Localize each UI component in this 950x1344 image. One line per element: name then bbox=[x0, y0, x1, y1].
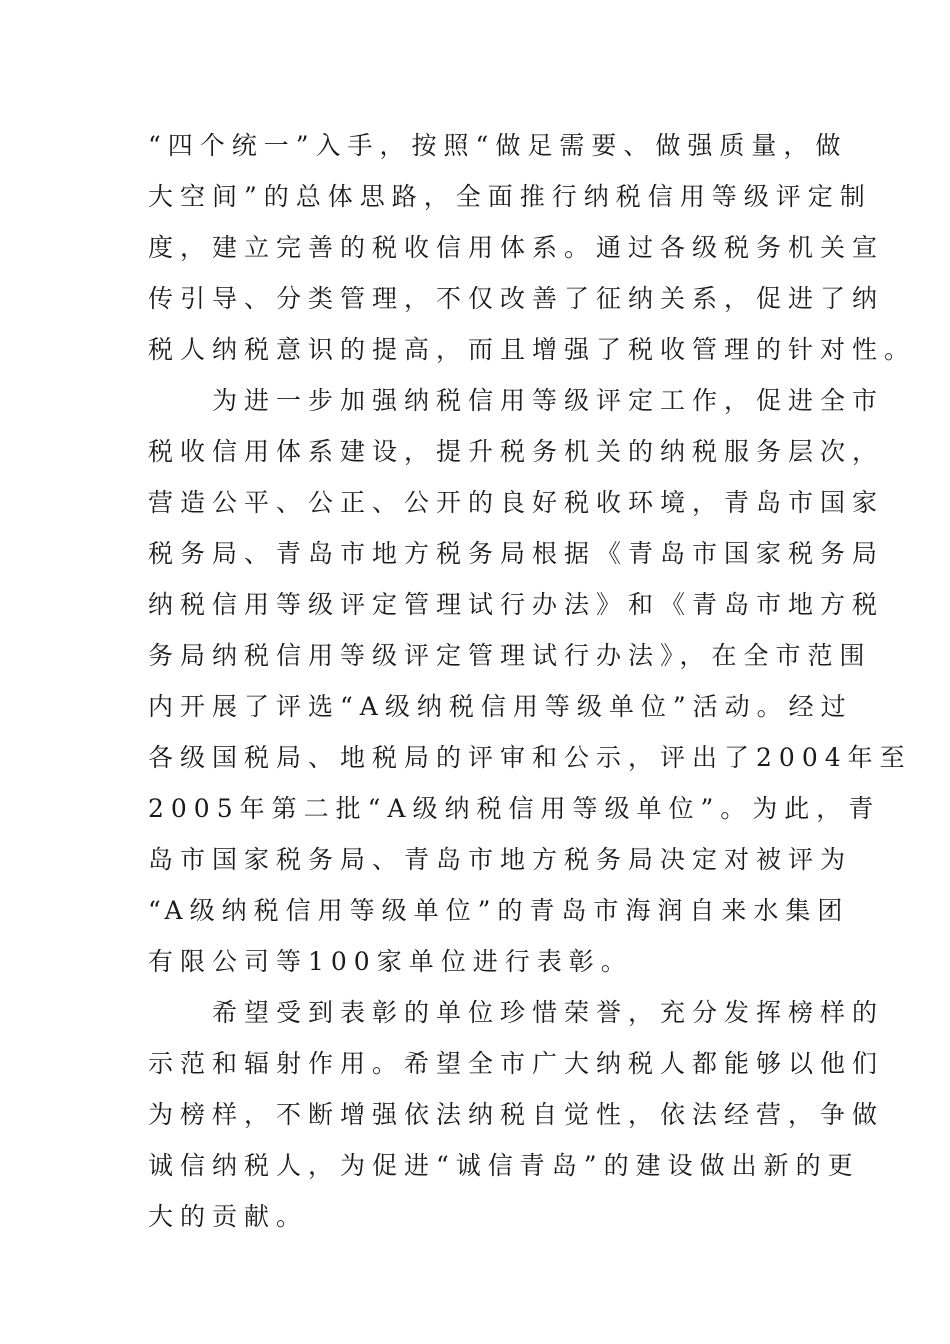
text-line: 2005年第二批“A级纳税信用等级单位”。为此，青 bbox=[148, 794, 881, 823]
text-line: 传引导、分类管理，不仅改善了征纳关系，促进了纳 bbox=[148, 284, 885, 313]
text-line: 为进一步加强纳税信用等级评定工作，促进全市 bbox=[148, 386, 885, 415]
text-line: 各级国税局、地税局的评审和公示，评出了2004年至 bbox=[148, 743, 912, 772]
text-line: 诚信纳税人，为促进“诚信青岛”的建设做出新的更 bbox=[148, 1151, 860, 1180]
text-line: 为榜样，不断增强依法纳税自觉性，依法经营，争做 bbox=[148, 1100, 885, 1129]
text-line: 务局纳税信用等级评定管理试行办法》，在全市范围 bbox=[148, 641, 872, 670]
text-line: 岛市国家税务局、青岛市地方税务局决定对被评为 bbox=[148, 845, 853, 874]
text-line: “A级纳税信用等级单位”的青岛市海润自来水集团 bbox=[148, 896, 850, 925]
body-text bbox=[148, 120, 917, 1242]
text-line: 内开展了评选“A级纳税信用等级单位”活动。经过 bbox=[148, 692, 853, 721]
text-line: 税人纳税意识的提高，而且增强了税收管理的针对性。 bbox=[148, 335, 917, 364]
text-line: 大的贡献。 bbox=[148, 1202, 309, 1231]
text-line: 营造公平、公正、公开的良好税收环境，青岛市国家 bbox=[148, 488, 885, 517]
text-line: 希望受到表彰的单位珍惜荣誉，充分发挥榜样的 bbox=[148, 998, 885, 1027]
text-line: 度，建立完善的税收信用体系。通过各级税务机关宣 bbox=[148, 233, 885, 262]
text-line: 税务局、青岛市地方税务局根据《青岛市国家税务局 bbox=[148, 539, 885, 568]
text-line: 税收信用体系建设，提升税务机关的纳税服务层次， bbox=[148, 437, 885, 466]
text-line: 示范和辐射作用。希望全市广大纳税人都能够以他们 bbox=[148, 1049, 885, 1078]
text-line: “四个统一”入手，按照“做足需要、做强质量，做 bbox=[148, 131, 848, 160]
text-line: 大空间”的总体思路，全面推行纳税信用等级评定制 bbox=[148, 182, 872, 211]
text-line: 有限公司等100家单位进行表彰。 bbox=[148, 947, 633, 976]
text-line: 纳税信用等级评定管理试行办法》和《青岛市地方税 bbox=[148, 590, 885, 619]
